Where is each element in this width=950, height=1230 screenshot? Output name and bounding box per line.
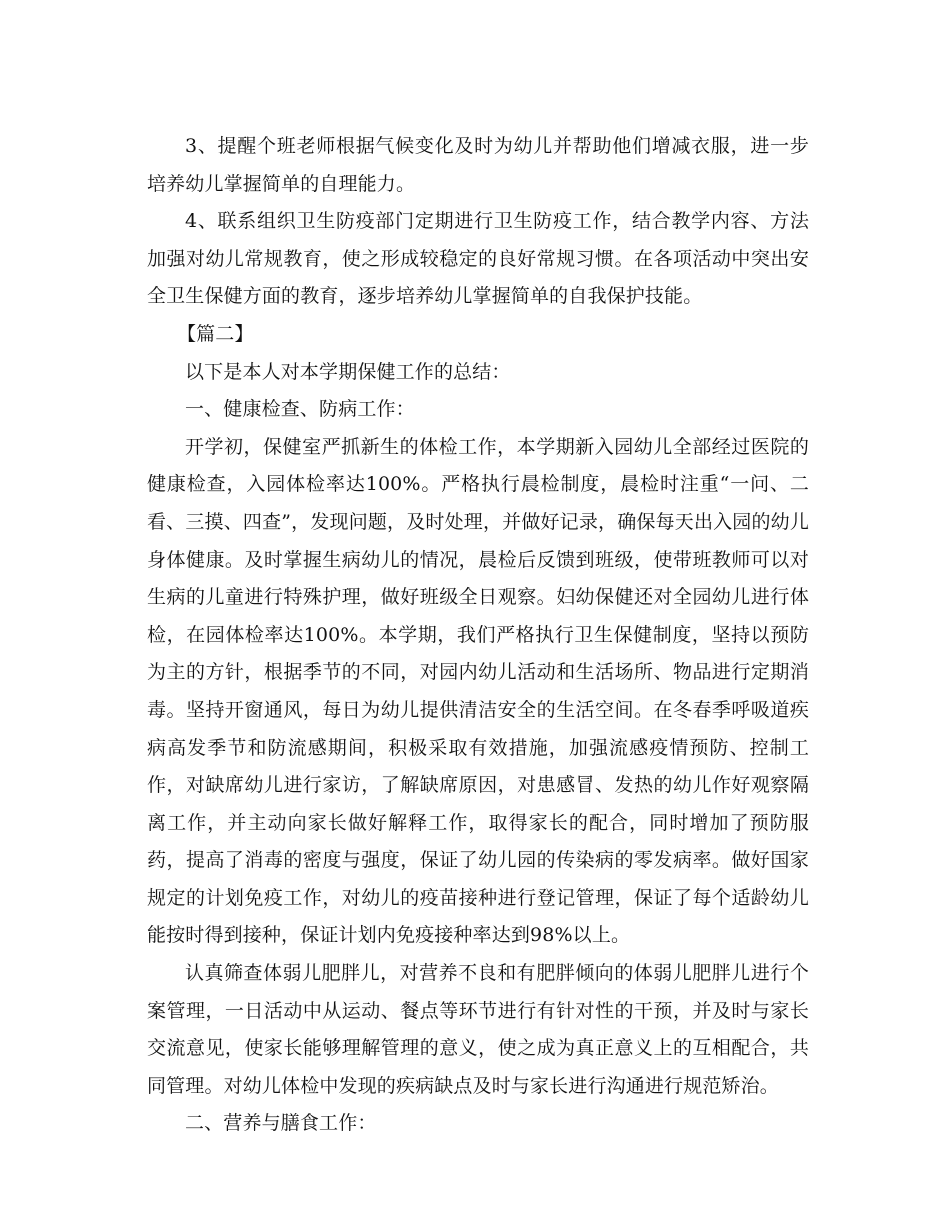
intro-paragraph: 以下是本人对本学期保健工作的总结：: [185, 360, 511, 383]
section-heading: 【篇二】: [177, 322, 254, 345]
paragraph-weak-obese-children: 认真筛查体弱儿肥胖儿，对营养不良和有肥胖倾向的体弱儿肥胖儿进行个案管理，一日活动中从运动、餐点等环节进行有针对性的干预，并及时与家长交流意见，使家长能够理解管理的意义，使之成为真正意义上的互相配合，共同管理。对幼儿体检中发现的疾病缺点及时与家长进行沟通进行规范矫治。: [147, 962, 809, 1097]
document-body: [147, 128, 809, 1143]
subsection-heading-health-check: 一、健康检查、防病工作：: [185, 398, 415, 421]
paragraph-item-3: 3、提醒个班老师根据气候变化及时为幼儿并帮助他们增减衣服，进一步培养幼儿掌握简单的自理能力。: [147, 135, 809, 195]
paragraph-item-4: 4、联系组织卫生防疫部门定期进行卫生防疫工作，结合教学内容、方法加强对幼儿常规教育，使之形成较稳定的良好常规习惯。在各项活动中突出安全卫生保健方面的教育，逐步培养幼儿掌握简单的自我保护技能。: [147, 210, 809, 308]
paragraph-health-check: 开学初，保健室严抓新生的体检工作，本学期新入园幼儿全部经过医院的健康检查，入园体检率达100%。严格执行晨检制度，晨检时注重“一问、二看、三摸、四查”，发现问题，及时处理，并做好记录，确保每天出入园的幼儿身体健康。及时掌握生病幼儿的情况，晨检后反馈到班级，使带班教师可以对生病的儿童进行特殊护理，做好班级全日观察。妇幼保健还对全园幼儿进行体检，在园体检率达100%。本学期，我们严格执行卫生保健制度，坚持以预防为主的方针，根据季节的不同，对园内幼儿活动和生活场所、物品进行定期消毒。坚持开窗通风，每日为幼儿提供清洁安全的生活空间。在冬春季呼吸道疾病高发季节和防流感期间，积极采取有效措施，加强流感疫情预防、控制工作，对缺席幼儿进行家访，了解缺席原因，对患感冒、发热的幼儿作好观察隔离工作，并主动向家长做好解释工作，取得家长的配合，同时增加了预防服药，提高了消毒的密度与强度，保证了幼儿园的传染病的零发病率。做好国家规定的计划免疫工作，对幼儿的疫苗接种进行登记管理，保证了每个适龄幼儿能按时得到接种，保证计划内免疫接种率达到98%以上。: [147, 435, 809, 947]
subsection-heading-nutrition: 二、营养与膳食工作：: [185, 1112, 377, 1135]
